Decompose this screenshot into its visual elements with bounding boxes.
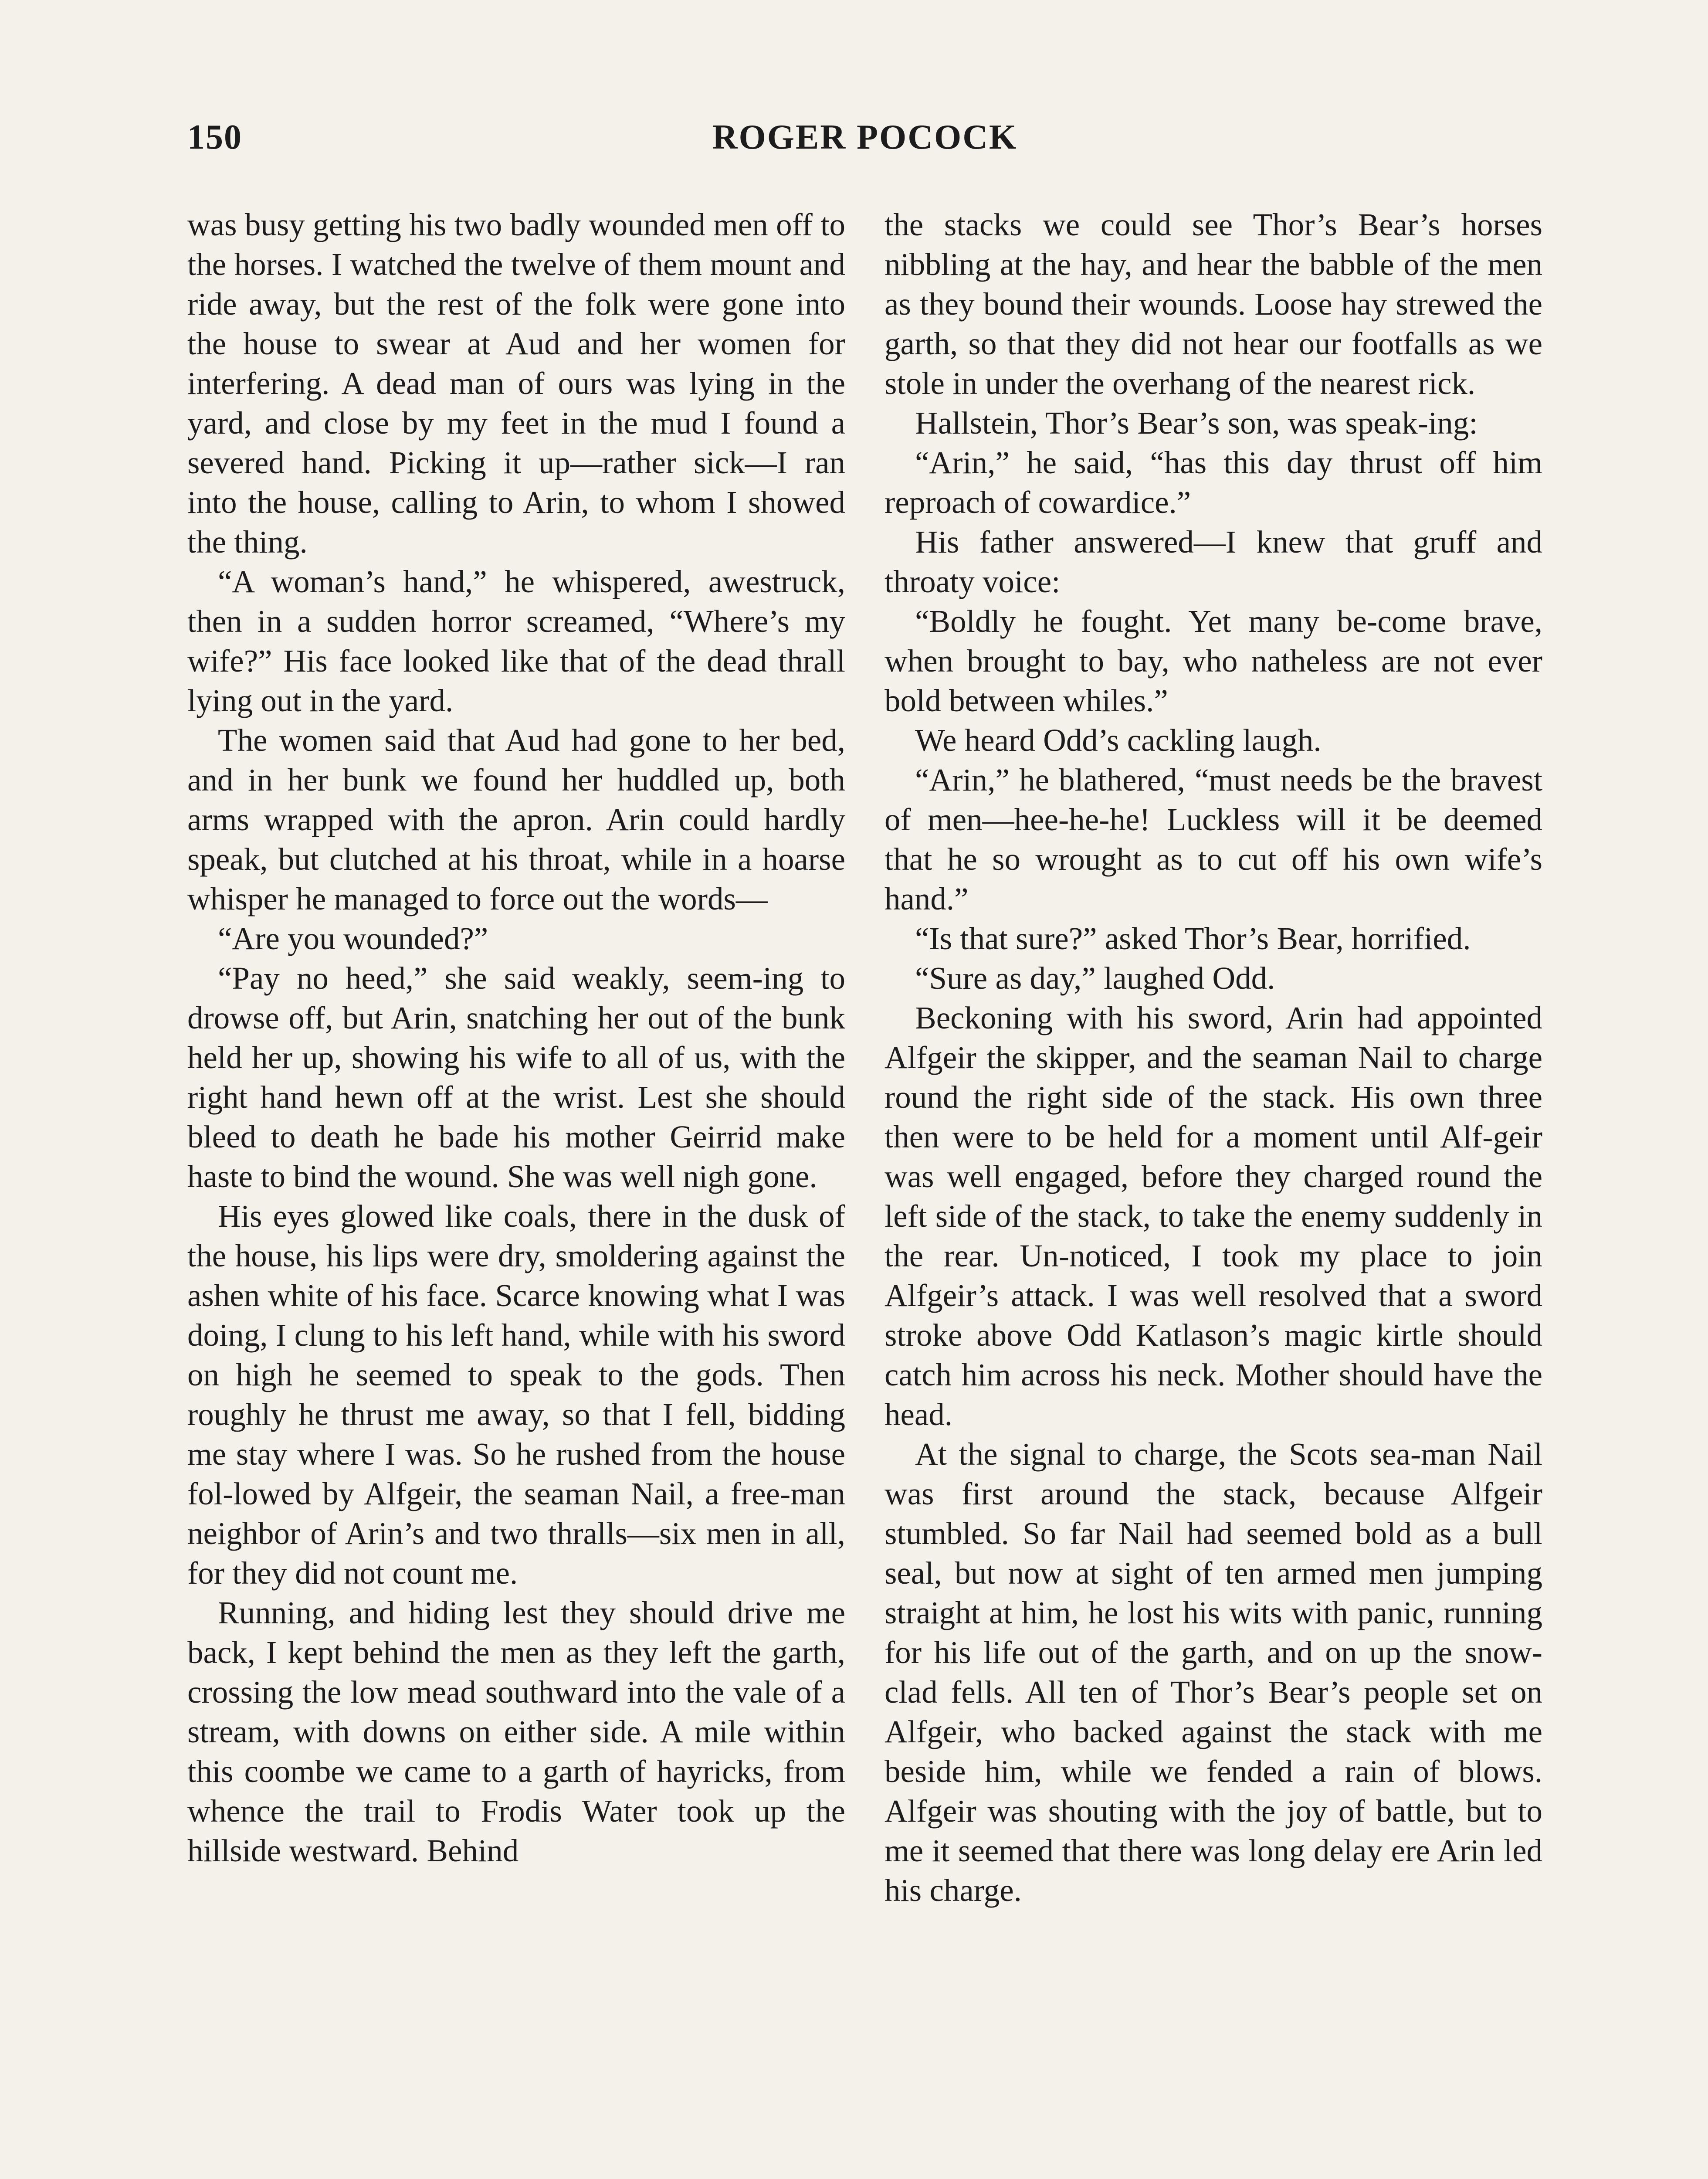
paragraph: At the signal to charge, the Scots sea-man Nail was first around the stack, because Alfgeir stumbled. So far Nail had seemed bold as a bull seal, but now at sight of ten armed men jumping straight at him, he lost his wits with panic, running for his life out of the garth, and on up the snow-clad fells. All ten of Thor’s Bear’s people set on Alfgeir, who backed against the stack with me beside him, while we fended a rain of blows. Alfgeir was shouting with the joy of battle, but to me it seemed that there was long delay ere Arin led his charge. bbox=[884, 1436, 1542, 1908]
text-columns bbox=[187, 205, 1542, 2179]
paragraph: We heard Odd’s cackling laugh. bbox=[915, 723, 1322, 758]
paragraph: “A woman’s hand,” he whispered, awestruck, then in a sudden horror screamed, “Where’s my wife?” His face looked like that of the dead thrall lying out in the yard. bbox=[187, 564, 845, 718]
paragraph: “Is that sure?” asked Thor’s Bear, horrified. bbox=[915, 921, 1471, 956]
paragraph: the stacks we could see Thor’s Bear’s horses nibbling at the hay, and hear the babble of the men as they bound their wounds. Loose hay strewed the garth, so that they did not hear our footfalls as we stole in under the overhang of the nearest rick. bbox=[884, 207, 1542, 401]
paragraph: was busy getting his two badly wounded men off to the horses. I watched the twelve of them mount and ride away, but the rest of the folk were gone into the house to swear at Aud and her women for interfering. A dead man of ours was lying in the yard, and close by my feet in the mud I found a severed hand. Picking it up—rather sick—I ran into the house, calling to Arin, to whom I showed the thing. bbox=[187, 207, 845, 560]
paragraph: His eyes glowed like coals, there in the dusk of the house, his lips were dry, smoldering against the ashen white of his face. Scarce knowing what I was doing, I clung to his left hand, while with his sword on high he seemed to speak to the gods. Then roughly he thrust me away, so that I fell, bidding me stay where I was. So he rushed from the house fol-lowed by Alfgeir, the seaman Nail, a free-man neighbor of Arin’s and two thralls—six men in all, for they did not count me. bbox=[187, 1198, 845, 1591]
right-column bbox=[884, 205, 1542, 2179]
page-header bbox=[187, 118, 1542, 166]
paragraph: The women said that Aud had gone to her bed, and in her bunk we found her huddled up, both arms wrapped with the apron. Arin could hardly speak, but clutched at his throat, while in a hoarse whisper he managed to force out the words— bbox=[187, 723, 845, 916]
paragraph: Running, and hiding lest they should drive me back, I kept behind the men as they left the garth, crossing the low mead southward into the vale of a stream, with downs on either side. A mile within this coombe we came to a garth of hayricks, from whence the trail to Frodis Water took up the hillside westward. Behind bbox=[187, 1595, 845, 1868]
paragraph: “Are you wounded?” bbox=[218, 921, 488, 956]
page-number: 150 bbox=[187, 118, 242, 156]
paragraph: “Arin,” he said, “has this day thrust off him reproach of cowardice.” bbox=[884, 445, 1542, 520]
left-column bbox=[187, 205, 845, 2179]
paragraph: “Boldly he fought. Yet many be-come brave, when brought to bay, who natheless are not ever bold between whiles.” bbox=[884, 604, 1542, 718]
paragraph: “Sure as day,” laughed Odd. bbox=[915, 961, 1275, 996]
paragraph: Hallstein, Thor’s Bear’s son, was speak-ing: bbox=[915, 405, 1478, 441]
running-head-author: ROGER POCOCK bbox=[712, 118, 1018, 156]
paragraph: “Arin,” he blathered, “must needs be the bravest of men—hee-he-he! Luckless will it be deemed that he so wrought as to cut off his own wife’s hand.” bbox=[884, 762, 1542, 916]
paragraph: “Pay no heed,” she said weakly, seem-ing to drowse off, but Arin, snatching her out of the bunk held her up, showing his wife to all of us, with the right hand hewn off at the wrist. Lest she should bleed to death he bade his mother Geirrid make haste to bind the wound. She was well nigh gone. bbox=[187, 961, 845, 1194]
paragraph: His father answered—I knew that gruff and throaty voice: bbox=[884, 524, 1542, 599]
paragraph: Beckoning with his sword, Arin had appointed Alfgeir the skipper, and the seaman Nail to charge round the right side of the stack. His own three then were to be held for a moment until Alf-geir was well engaged, before they charged round the left side of the stack, to take the enemy suddenly in the rear. Un-noticed, I took my place to join Alfgeir’s attack. I was well resolved that a sword stroke above Odd Katlason’s magic kirtle should catch him across his neck. Mother should have the head. bbox=[884, 1000, 1542, 1432]
